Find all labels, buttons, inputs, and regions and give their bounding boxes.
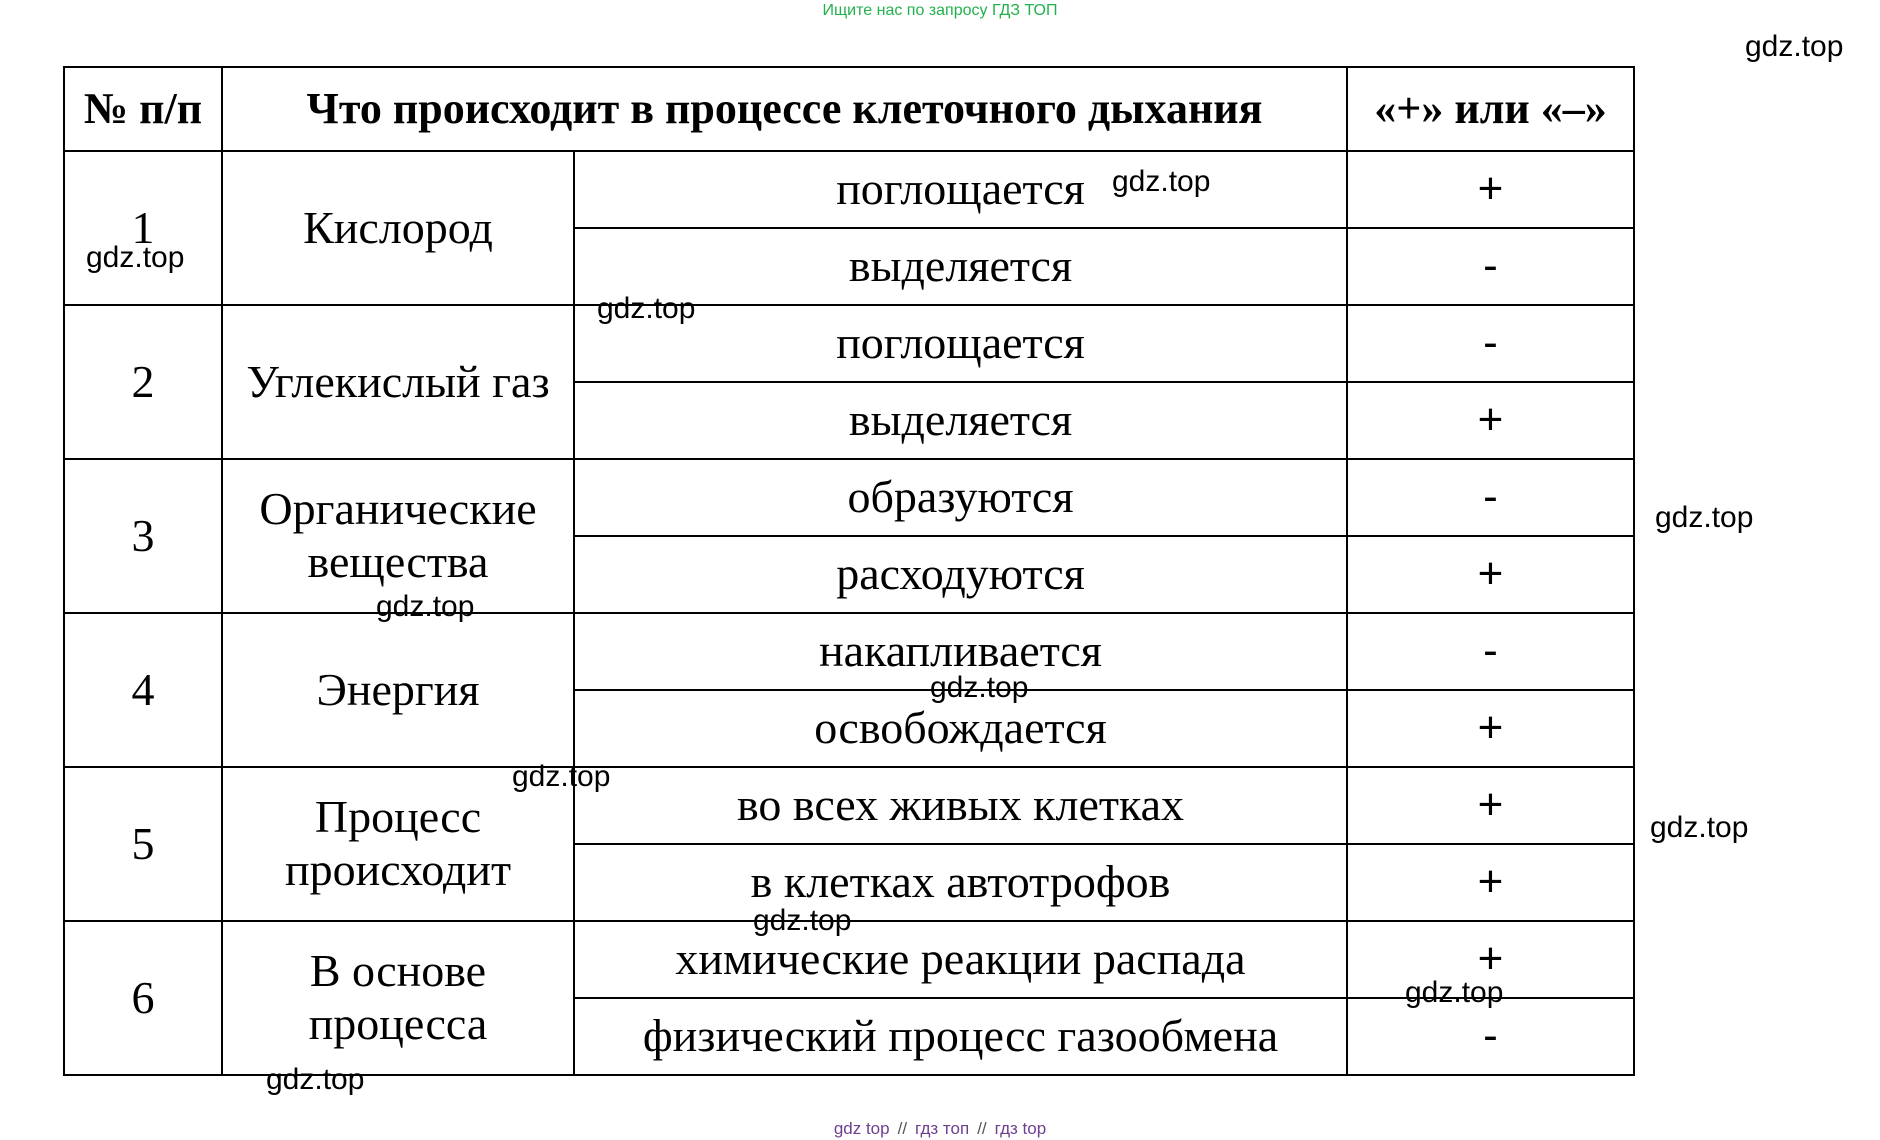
watermark: gdz.top bbox=[376, 590, 475, 623]
row-subject: Углекислый газ bbox=[222, 305, 574, 459]
process-cell: выделяется bbox=[574, 382, 1347, 459]
sign-cell: - bbox=[1347, 305, 1634, 382]
process-cell: накапливается bbox=[574, 613, 1347, 690]
watermark: gdz.top bbox=[597, 292, 696, 325]
sign-cell: + bbox=[1347, 767, 1634, 844]
process-cell: образуются bbox=[574, 459, 1347, 536]
row-number: 5 bbox=[64, 767, 222, 921]
watermark: gdz.top bbox=[1405, 976, 1504, 1009]
process-cell: расходуются bbox=[574, 536, 1347, 613]
watermark: gdz.top bbox=[512, 760, 611, 793]
footer-links bbox=[0, 1118, 1880, 1140]
process-cell: освобождается bbox=[574, 690, 1347, 767]
row-subject: В основе процесса bbox=[222, 921, 574, 1075]
process-cell: физический процесс газообмена bbox=[574, 998, 1347, 1075]
sign-cell: + bbox=[1347, 382, 1634, 459]
process-cell: выделяется bbox=[574, 228, 1347, 305]
sign-cell: + bbox=[1347, 844, 1634, 921]
watermark: gdz.top bbox=[1650, 811, 1749, 844]
table-row bbox=[64, 613, 1634, 690]
process-cell: химические реакции распада bbox=[574, 921, 1347, 998]
table-header-row bbox=[64, 67, 1634, 151]
row-number: 6 bbox=[64, 921, 222, 1075]
watermark: gdz.top bbox=[266, 1063, 365, 1096]
footer-separator: // bbox=[897, 1119, 908, 1138]
process-cell: поглощается bbox=[574, 151, 1347, 228]
footer-link[interactable]: гдз top bbox=[994, 1119, 1047, 1138]
row-subject: Кислород bbox=[222, 151, 574, 305]
sign-cell: + bbox=[1347, 690, 1634, 767]
top-banner: Ищите нас по запросу ГДЗ ТОП bbox=[822, 2, 1058, 19]
row-subject: Энергия bbox=[222, 613, 574, 767]
row-subject: Процесс происходит bbox=[222, 767, 574, 921]
table-row bbox=[64, 459, 1634, 536]
watermark: gdz.top bbox=[753, 904, 852, 937]
footer-link[interactable]: gdz top bbox=[833, 1119, 890, 1138]
watermark: gdz.top bbox=[1112, 165, 1211, 198]
row-number: 1 bbox=[64, 151, 222, 305]
row-number: 2 bbox=[64, 305, 222, 459]
process-cell: в клетках автотрофов bbox=[574, 844, 1347, 921]
row-subject: Органические вещества bbox=[222, 459, 574, 613]
watermark: gdz.top bbox=[1745, 30, 1844, 63]
sign-cell: - bbox=[1347, 228, 1634, 305]
sign-cell: - bbox=[1347, 998, 1634, 1075]
sign-cell: + bbox=[1347, 536, 1634, 613]
row-number: 3 bbox=[64, 459, 222, 613]
sign-cell: - bbox=[1347, 459, 1634, 536]
header-sign: «+» или «–» bbox=[1347, 67, 1634, 151]
table-row bbox=[64, 305, 1634, 382]
table-row bbox=[64, 151, 1634, 228]
process-cell: поглощается bbox=[574, 305, 1347, 382]
header-what: Что происходит в процессе клеточного дыхания bbox=[222, 67, 1347, 151]
footer-link[interactable]: гдз топ bbox=[915, 1119, 970, 1138]
header-num: № п/п bbox=[64, 67, 222, 151]
table-row bbox=[64, 767, 1634, 844]
footer-separator: // bbox=[977, 1119, 987, 1138]
row-number: 4 bbox=[64, 613, 222, 767]
watermark: gdz.top bbox=[1655, 501, 1754, 534]
sign-cell: + bbox=[1347, 921, 1634, 998]
watermark: gdz.top bbox=[930, 671, 1029, 704]
sign-cell: + bbox=[1347, 151, 1634, 228]
process-cell: во всех живых клетках bbox=[574, 767, 1347, 844]
watermark: gdz.top bbox=[86, 241, 185, 274]
sign-cell: - bbox=[1347, 613, 1634, 690]
